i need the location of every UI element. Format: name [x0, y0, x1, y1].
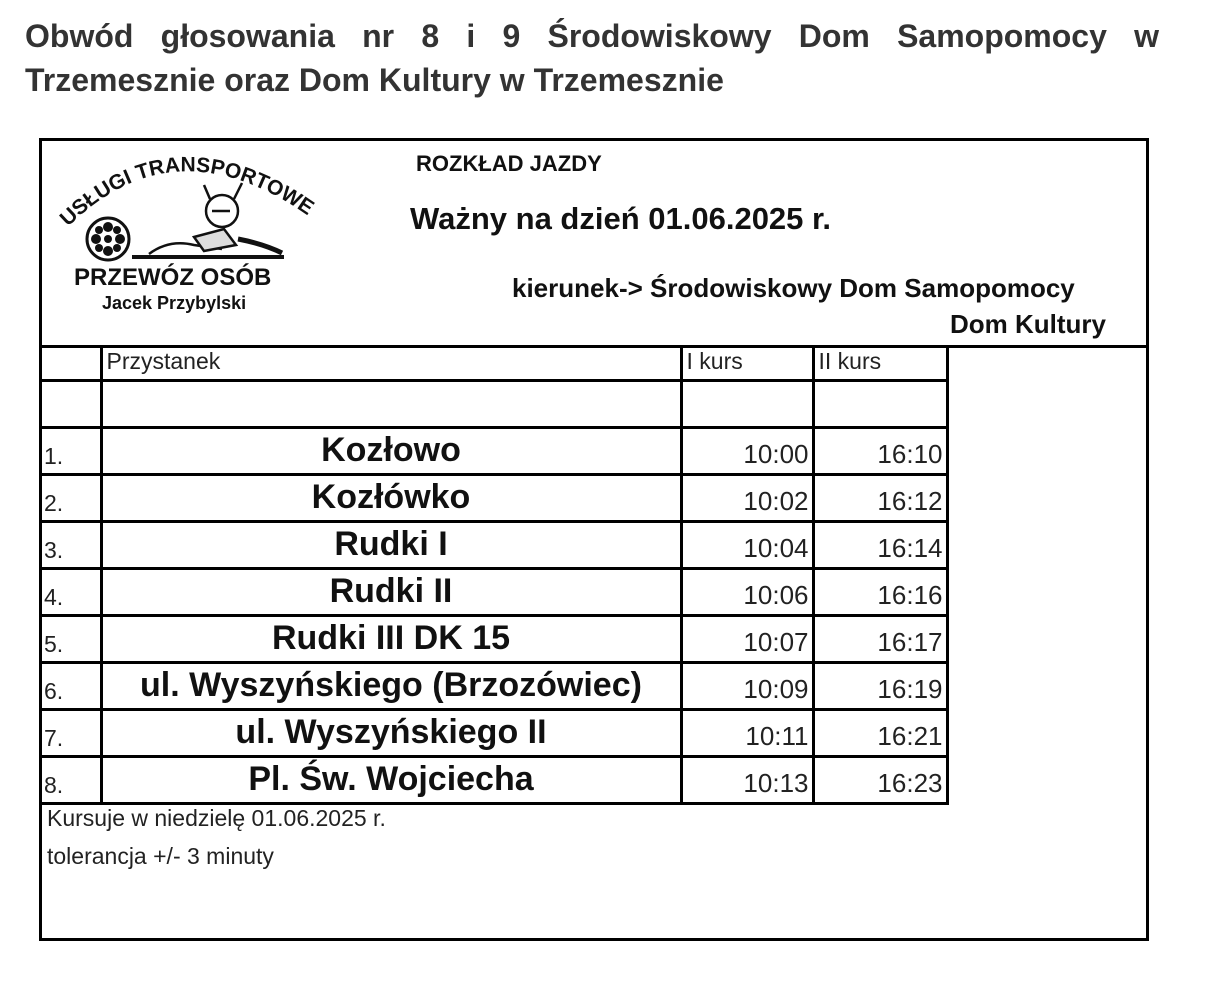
course-1-time: 10:06	[681, 568, 813, 615]
stop-name: Kozłówko	[101, 474, 681, 521]
row-number: 5.	[42, 615, 101, 662]
table-row	[42, 474, 947, 521]
course-1-time: 10:09	[681, 662, 813, 709]
table-empty-row	[42, 380, 947, 427]
stop-name: Rudki II	[101, 568, 681, 615]
course-2-time: 16:14	[813, 521, 947, 568]
table-row	[42, 521, 947, 568]
schedule-note-day: Kursuje w niedzielę 01.06.2025 r.	[47, 805, 386, 831]
schedule-table	[42, 348, 949, 805]
table-row	[42, 662, 947, 709]
stop-name: Rudki I	[101, 521, 681, 568]
company-logo	[54, 149, 324, 321]
row-number: 8.	[42, 756, 101, 803]
timetable-sheet	[39, 138, 1149, 941]
course-1-time: 10:07	[681, 615, 813, 662]
course-2-time: 16:12	[813, 474, 947, 521]
table-row	[42, 615, 947, 662]
svg-text:USŁUGI TRANSPORTOWE	[56, 153, 318, 230]
course-1-time: 10:13	[681, 756, 813, 803]
logo-owner: Jacek Przybylski	[102, 293, 247, 313]
course-2-time: 16:16	[813, 568, 947, 615]
course-1-time: 10:00	[681, 427, 813, 474]
row-number: 1.	[42, 427, 101, 474]
logo-name: PRZEWÓZ OSÓB	[74, 264, 272, 291]
course-2-time: 16:17	[813, 615, 947, 662]
course-2-time: 16:19	[813, 662, 947, 709]
course-1-time: 10:04	[681, 521, 813, 568]
row-number: 7.	[42, 709, 101, 756]
row-number: 3.	[42, 521, 101, 568]
validity-date: Ważny na dzień 01.06.2025 r.	[410, 201, 831, 236]
table-row	[42, 427, 947, 474]
direction-label-second: Dom Kultury	[950, 309, 1106, 339]
course-2-time: 16:10	[813, 427, 947, 474]
page-heading: Obwód głosowania nr 8 i 9 Środowiskowy Dom Samopomocy w Trzemesznie oraz Dom Kultury w Trzemesznie	[25, 18, 1159, 98]
table-row	[42, 568, 947, 615]
film-reel-icon	[87, 218, 129, 260]
course-1-time: 10:02	[681, 474, 813, 521]
header-course-1: I kurs	[681, 348, 813, 380]
table-header-row	[42, 348, 947, 380]
row-number: 4.	[42, 568, 101, 615]
row-number: 2.	[42, 474, 101, 521]
stop-name: Pl. Św. Wojciecha	[101, 756, 681, 803]
course-2-time: 16:21	[813, 709, 947, 756]
timetable-title: ROZKŁAD JAZDY	[416, 151, 602, 176]
reading-devil-icon	[132, 183, 284, 257]
stop-name: ul. Wyszyńskiego (Brzozówiec)	[101, 662, 681, 709]
schedule-note-tolerance: tolerancja +/- 3 minuty	[47, 843, 274, 869]
table-row	[42, 756, 947, 803]
header-stop: Przystanek	[101, 348, 681, 380]
header-number	[42, 348, 101, 380]
header-course-2: II kurs	[813, 348, 947, 380]
table-row	[42, 709, 947, 756]
stop-name: ul. Wyszyńskiego II	[101, 709, 681, 756]
logo-arc-text: USŁUGI TRANSPORTOWE	[55, 153, 318, 231]
course-1-time: 10:11	[681, 709, 813, 756]
direction-label: kierunek-> Środowiskowy Dom Samopomocy	[512, 273, 1075, 303]
stop-name: Rudki III DK 15	[101, 615, 681, 662]
stop-name: Kozłowo	[101, 427, 681, 474]
course-2-time: 16:23	[813, 756, 947, 803]
row-number: 6.	[42, 662, 101, 709]
